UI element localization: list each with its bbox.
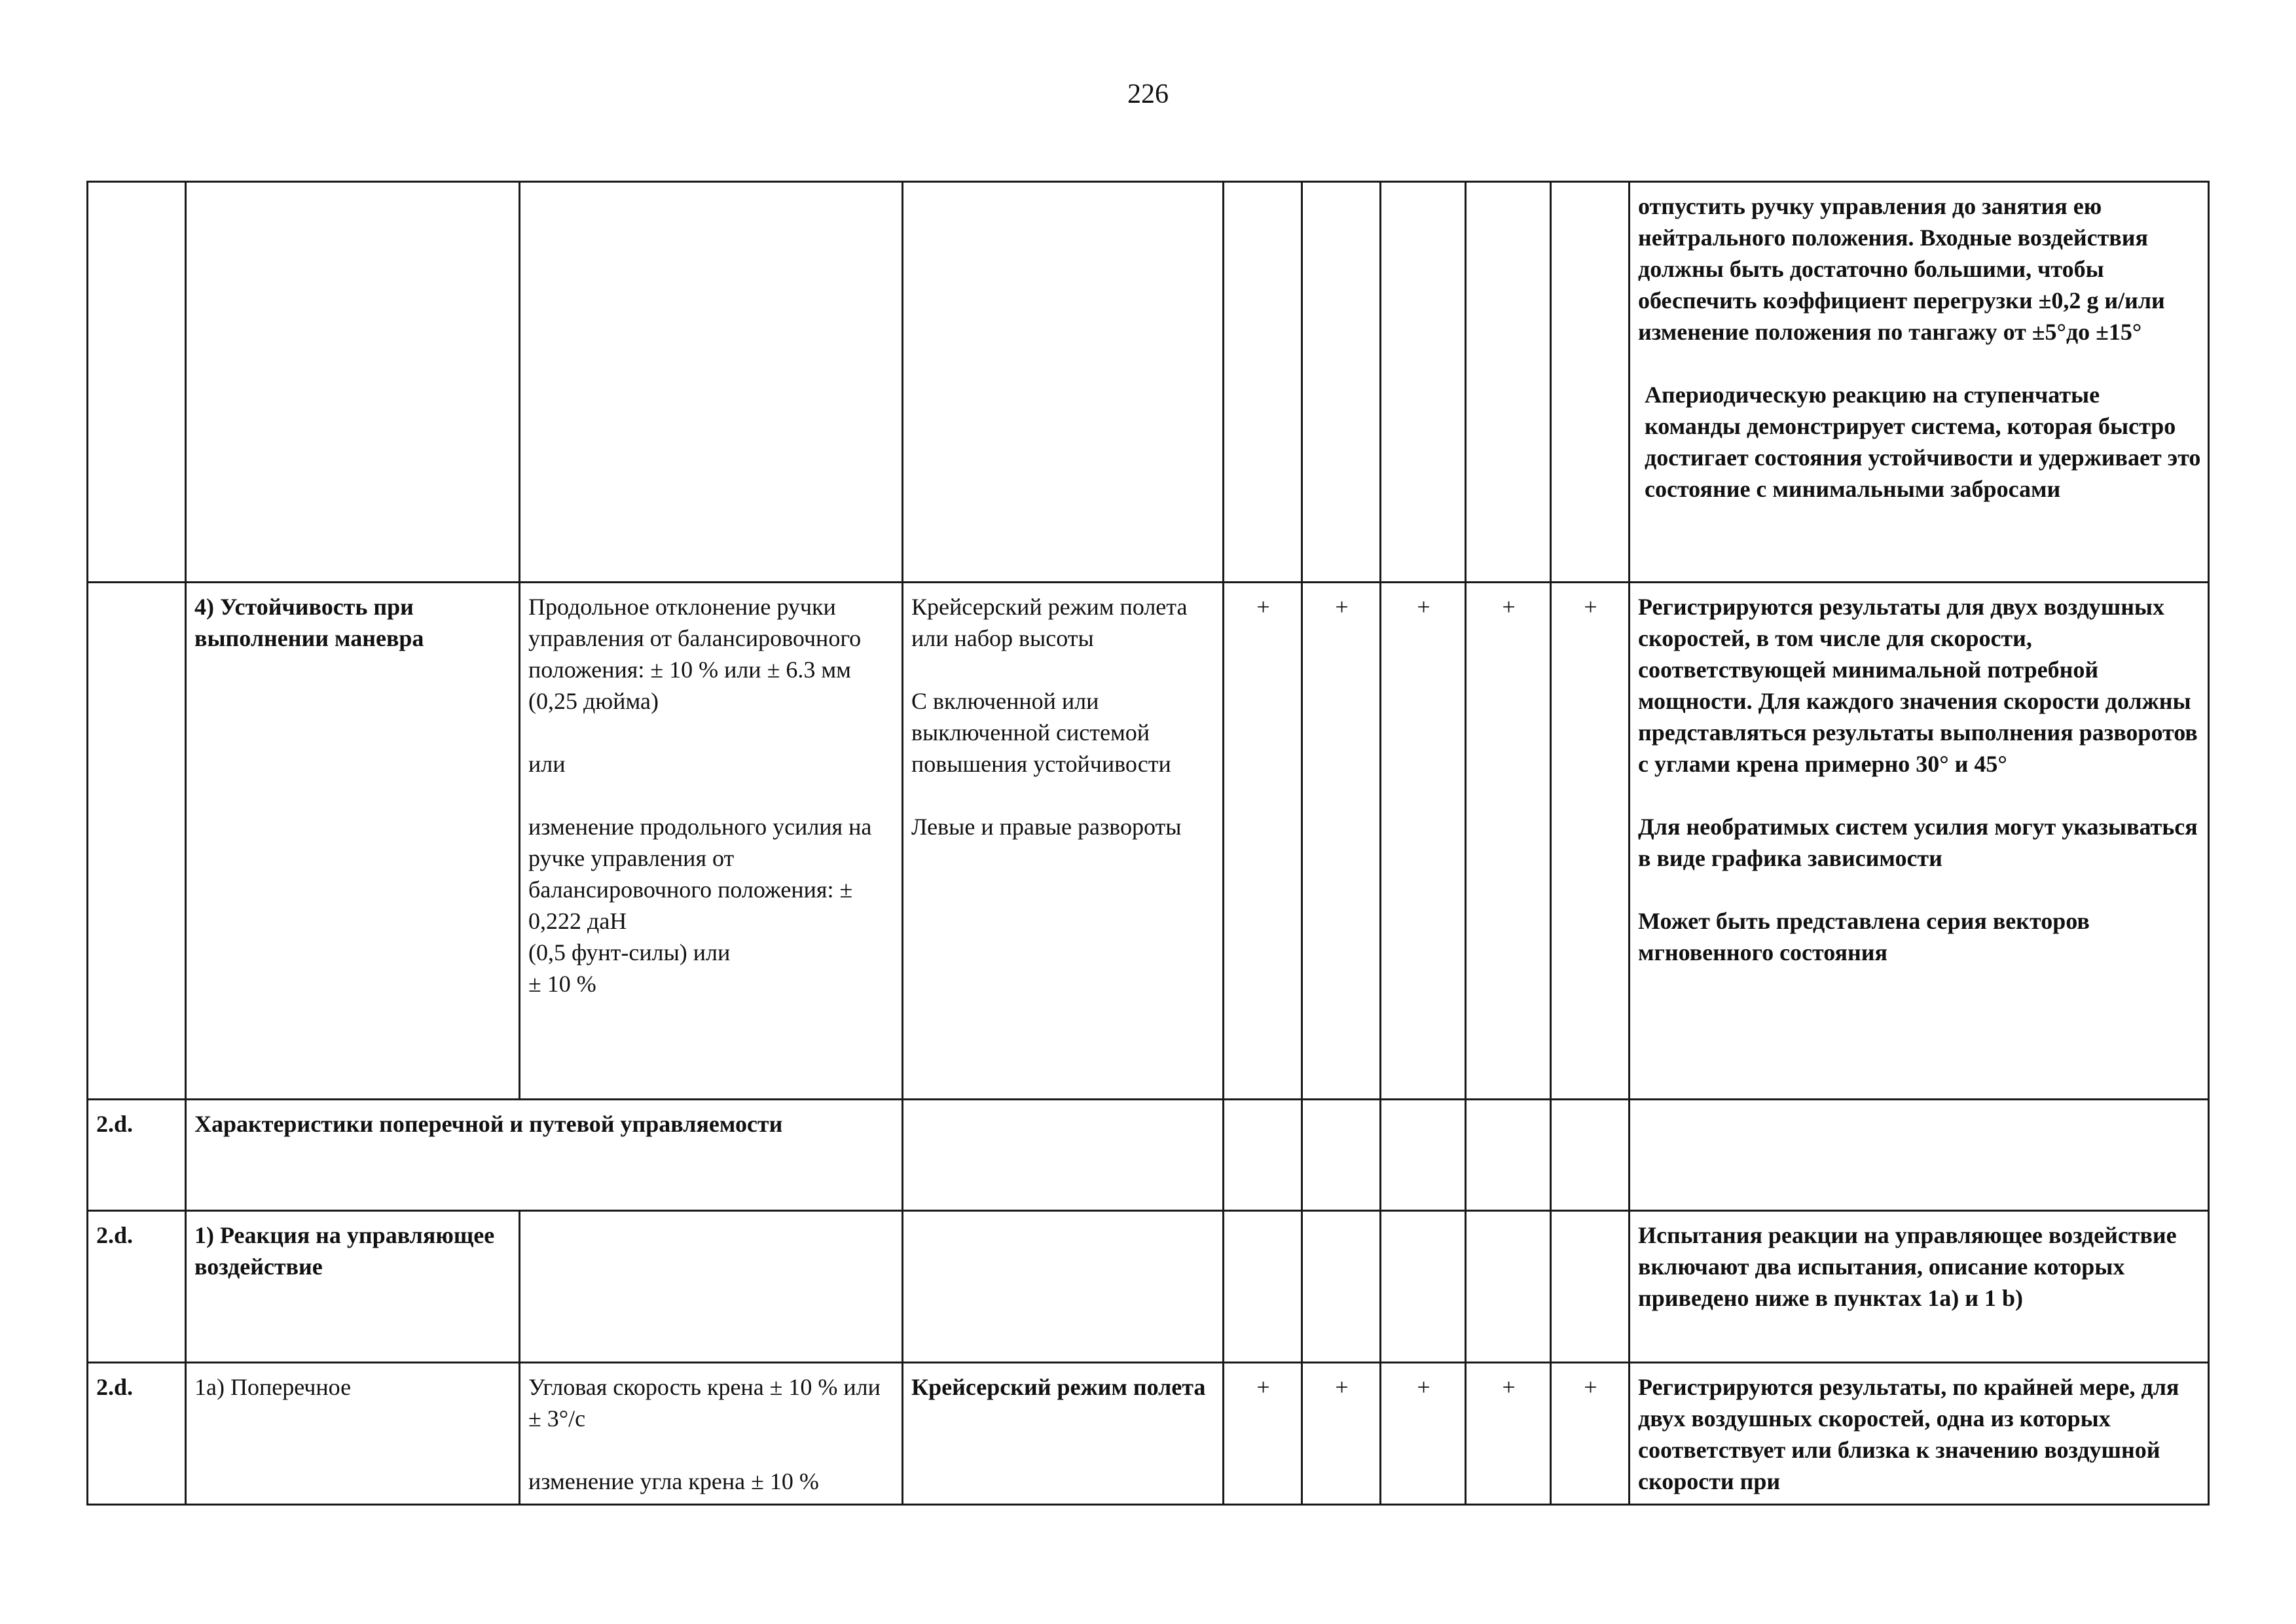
num-cell: [88, 182, 186, 583]
mark-cell: +: [1466, 1363, 1551, 1505]
num-cell: 2.d.: [88, 1211, 186, 1363]
condition-text: Крейсерский режим полета или набор высоты: [911, 594, 1188, 651]
mark-cell: +: [1551, 1363, 1630, 1505]
mark-cell: +: [1551, 583, 1630, 1100]
remarks-paragraph: Регистрируются результаты для двух воздушных скоростей, в том числе для скорости, соответствующей минимальной потребной мощности. Для каждого значения скорости должны представляться результаты выполнения разворотов с углами крена примерно 30° и 45°: [1638, 594, 2198, 777]
requirements-table: [86, 181, 2210, 1506]
conditions-cell: Крейсерский режим полета: [903, 1363, 1224, 1505]
mark-cell: +: [1224, 583, 1302, 1100]
conditions-cell: [903, 583, 1224, 1100]
mark-cell: [1381, 1211, 1466, 1363]
num-cell: 2.d.: [88, 1363, 186, 1505]
tolerance-or: или: [528, 751, 566, 777]
mark-cell: [1381, 1100, 1466, 1211]
mark-cell: +: [1302, 1363, 1381, 1505]
test-cell: 1) Реакция на управляющее воздействие: [186, 1211, 520, 1363]
remarks-cell: [1630, 1100, 2209, 1211]
tolerance-text: (0,5 фунт-силы) или: [528, 939, 731, 965]
mark-cell: [1551, 1100, 1630, 1211]
page-number: 226: [1127, 79, 1169, 109]
remarks-cell: Регистрируются результаты, по крайней мере, для двух воздушных скоростей, одна из которых соответствует или близка к значению воздушной скорости при: [1630, 1363, 2209, 1505]
num-cell: 2.d.: [88, 1100, 186, 1211]
mark-cell: [1224, 182, 1302, 583]
tolerance-text: Угловая скорость крена ± 10 % или ± 3°/c: [528, 1374, 881, 1432]
tolerance-cell: [520, 1211, 903, 1363]
mark-cell: [1224, 1100, 1302, 1211]
remarks-paragraph: Апериодическую реакцию на ступенчатые команды демонстрирует система, которая быстро достигает состояния устойчивости и удерживает это состояние с минимальными забросами: [1645, 382, 2201, 502]
tolerance-cell: [520, 182, 903, 583]
section-title: Характеристики поперечной и путевой управляемости: [186, 1100, 903, 1211]
mark-cell: [1224, 1211, 1302, 1363]
mark-cell: [1302, 182, 1381, 583]
condition-text: С включенной или выключенной системой повышения устойчивости: [911, 688, 1171, 777]
conditions-cell: [903, 1211, 1224, 1363]
conditions-cell: [903, 1100, 1224, 1211]
mark-cell: +: [1466, 583, 1551, 1100]
table-row: [88, 1211, 2209, 1363]
mark-cell: [1466, 1211, 1551, 1363]
test-cell: 4) Устойчивость при выполнении маневра: [186, 583, 520, 1100]
table-row: [88, 583, 2209, 1100]
mark-cell: [1302, 1211, 1381, 1363]
mark-cell: [1466, 182, 1551, 583]
remarks-paragraph: Может быть представлена серия векторов мгновенного состояния: [1638, 908, 2090, 965]
table-row: [88, 1363, 2209, 1505]
mark-cell: +: [1302, 583, 1381, 1100]
condition-text: Левые и правые развороты: [911, 814, 1182, 840]
test-cell: 1a) Поперечное: [186, 1363, 520, 1505]
mark-cell: +: [1381, 1363, 1466, 1505]
num-cell: [88, 583, 186, 1100]
tolerance-text: ± 10 %: [528, 971, 596, 997]
mark-cell: [1551, 182, 1630, 583]
tolerance-text: изменение продольного усилия на ручке управления от балансировочного положения: ± 0,222 даН: [528, 814, 872, 934]
tolerance-text: Продольное отклонение ручки управления от балансировочного положения: ± 10 % или ± 6.3 мм (0,25 дюйма): [528, 594, 862, 714]
mark-cell: [1302, 1100, 1381, 1211]
tolerance-text: изменение угла крена ± 10 %: [528, 1468, 819, 1494]
remarks-cell: [1630, 182, 2209, 583]
mark-cell: +: [1381, 583, 1466, 1100]
mark-cell: [1381, 182, 1466, 583]
remarks-paragraph: отпустить ручку управления до занятия ею нейтрального положения. Входные воздействия должны быть достаточно большими, чтобы обеспечить коэффициент перегрузки ±0,2 g и/или изменение положения по тангажу от ±5°до ±15°: [1638, 193, 2165, 345]
table-row: [88, 1100, 2209, 1211]
remarks-cell: Испытания реакции на управляющее воздействие включают два испытания, описание которых приведено ниже в пунктах 1a) и 1 b): [1630, 1211, 2209, 1363]
test-cell: [186, 182, 520, 583]
tolerance-cell: [520, 583, 903, 1100]
mark-cell: [1466, 1100, 1551, 1211]
remarks-cell: [1630, 583, 2209, 1100]
tolerance-cell: [520, 1363, 903, 1505]
mark-cell: +: [1224, 1363, 1302, 1505]
table-row: [88, 182, 2209, 583]
mark-cell: [1551, 1211, 1630, 1363]
conditions-cell: [903, 182, 1224, 583]
remarks-paragraph: Для необратимых систем усилия могут указываться в виде графика зависимости: [1638, 814, 2198, 871]
